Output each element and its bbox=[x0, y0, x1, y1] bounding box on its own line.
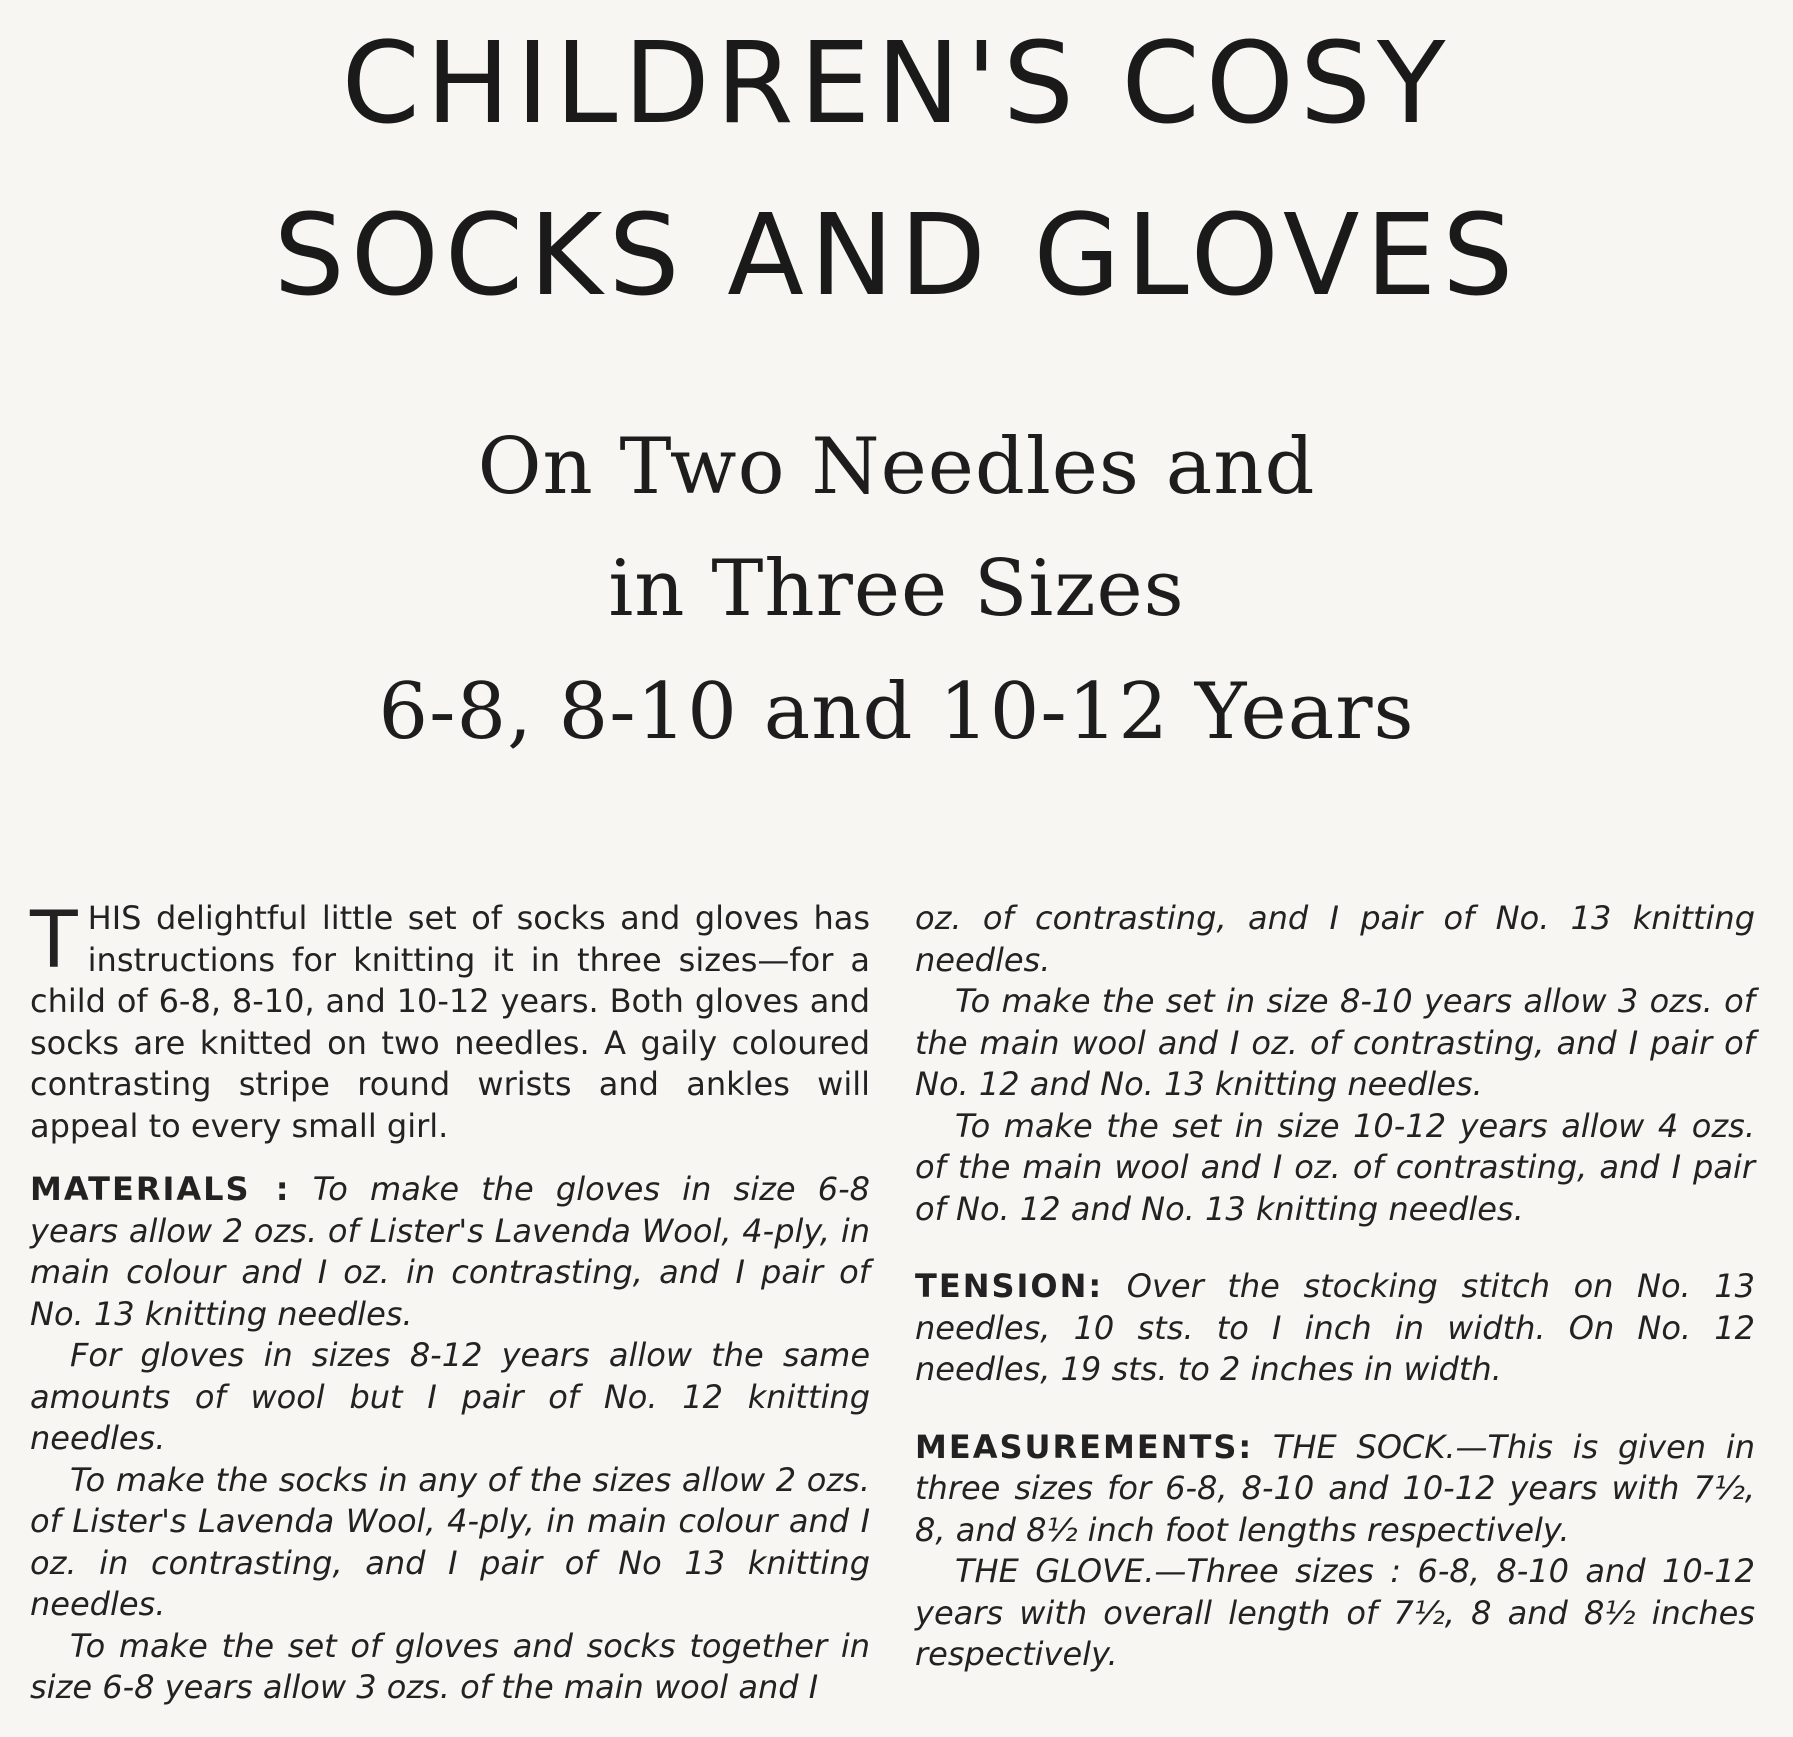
title-line-1: CHILDREN'S COSY bbox=[341, 19, 1452, 149]
measurements-heading: MEASUREMENTS: bbox=[915, 1427, 1254, 1466]
glove-measurements-paragraph: THE GLOVE.—Three sizes : 6-8, 8-10 and 10-12 years with overall length of 7½, 8 and 8½ inches respectively. bbox=[915, 1552, 1755, 1673]
materials-heading: MATERIALS : bbox=[30, 1170, 291, 1208]
materials-text: To make the gloves in size 6-8 years allow 2 ozs. of Lister's Lavenda Wool, 4-ply, in main colour and I oz. in contrasting, and I pair of No. 13 knitting needles. bbox=[30, 1170, 871, 1333]
subtitle-line-1: On Two Needles and bbox=[477, 422, 1316, 512]
tension-heading: TENSION: bbox=[915, 1267, 1104, 1305]
left-column bbox=[30, 898, 870, 1709]
intro-paragraph bbox=[30, 898, 870, 1147]
title-line-2: SOCKS AND GLOVES bbox=[273, 191, 1520, 321]
set-continued-paragraph: oz. of contrasting, and I pair of No. 13 knitting needles. bbox=[915, 899, 1755, 979]
set-10-12-paragraph: To make the set in size 10-12 years allow 4 ozs. of the main wool and I oz. of contrasting, and I pair of No. 12 and No. 13 knitting needles. bbox=[915, 1106, 1755, 1228]
intro-text: HIS delightful little set of socks and gloves has instructions for knitting it in three sizes—for a child of 6-8, 8-10, and 10-12 years. Both gloves and socks are knitted on two needles. A gaily coloured contrasting stripe round wrists and ankles will appeal to every small girl. bbox=[30, 899, 870, 1145]
gloves-sizes-paragraph: For gloves in sizes 8-12 years allow the same amounts of wool but I pair of No. 12 knitting needles. bbox=[30, 1336, 870, 1457]
right-column bbox=[915, 898, 1755, 1676]
subtitle-line-3: 6-8, 8-10 and 10-12 Years bbox=[378, 667, 1415, 757]
measurements-text: THE SOCK.—This is given in three sizes for 6-8, 8-10 and 10-12 years with 7½, 8, and 8½ inch foot lengths respectively. bbox=[915, 1427, 1756, 1549]
set-8-10-paragraph: To make the set in size 8-10 years allow 3 ozs. of the main wool and I oz. of contrasting, and I pair of No. 12 and No. 13 knitting needles. bbox=[915, 982, 1755, 1103]
socks-paragraph: To make the socks in any of the sizes allow 2 ozs. of Lister's Lavenda Wool, 4-ply, in main colour and I oz. in contrasting, and I pair of No 13 knitting needles. bbox=[30, 1460, 870, 1623]
subtitle-line-2: in Three Sizes bbox=[608, 544, 1185, 634]
drop-cap: T bbox=[30, 896, 78, 986]
materials-paragraph bbox=[30, 1169, 870, 1335]
tension-paragraph bbox=[915, 1266, 1755, 1391]
set-paragraph: To make the set of gloves and socks together in size 6-8 years allow 3 ozs. of the main wool and I bbox=[30, 1626, 870, 1706]
measurements-paragraph bbox=[915, 1427, 1755, 1552]
tension-text: Over the stocking stitch on No. 13 needles, 10 sts. to I inch in width. On No. 12 needles, 19 sts. to 2 inches in width. bbox=[915, 1267, 1756, 1388]
